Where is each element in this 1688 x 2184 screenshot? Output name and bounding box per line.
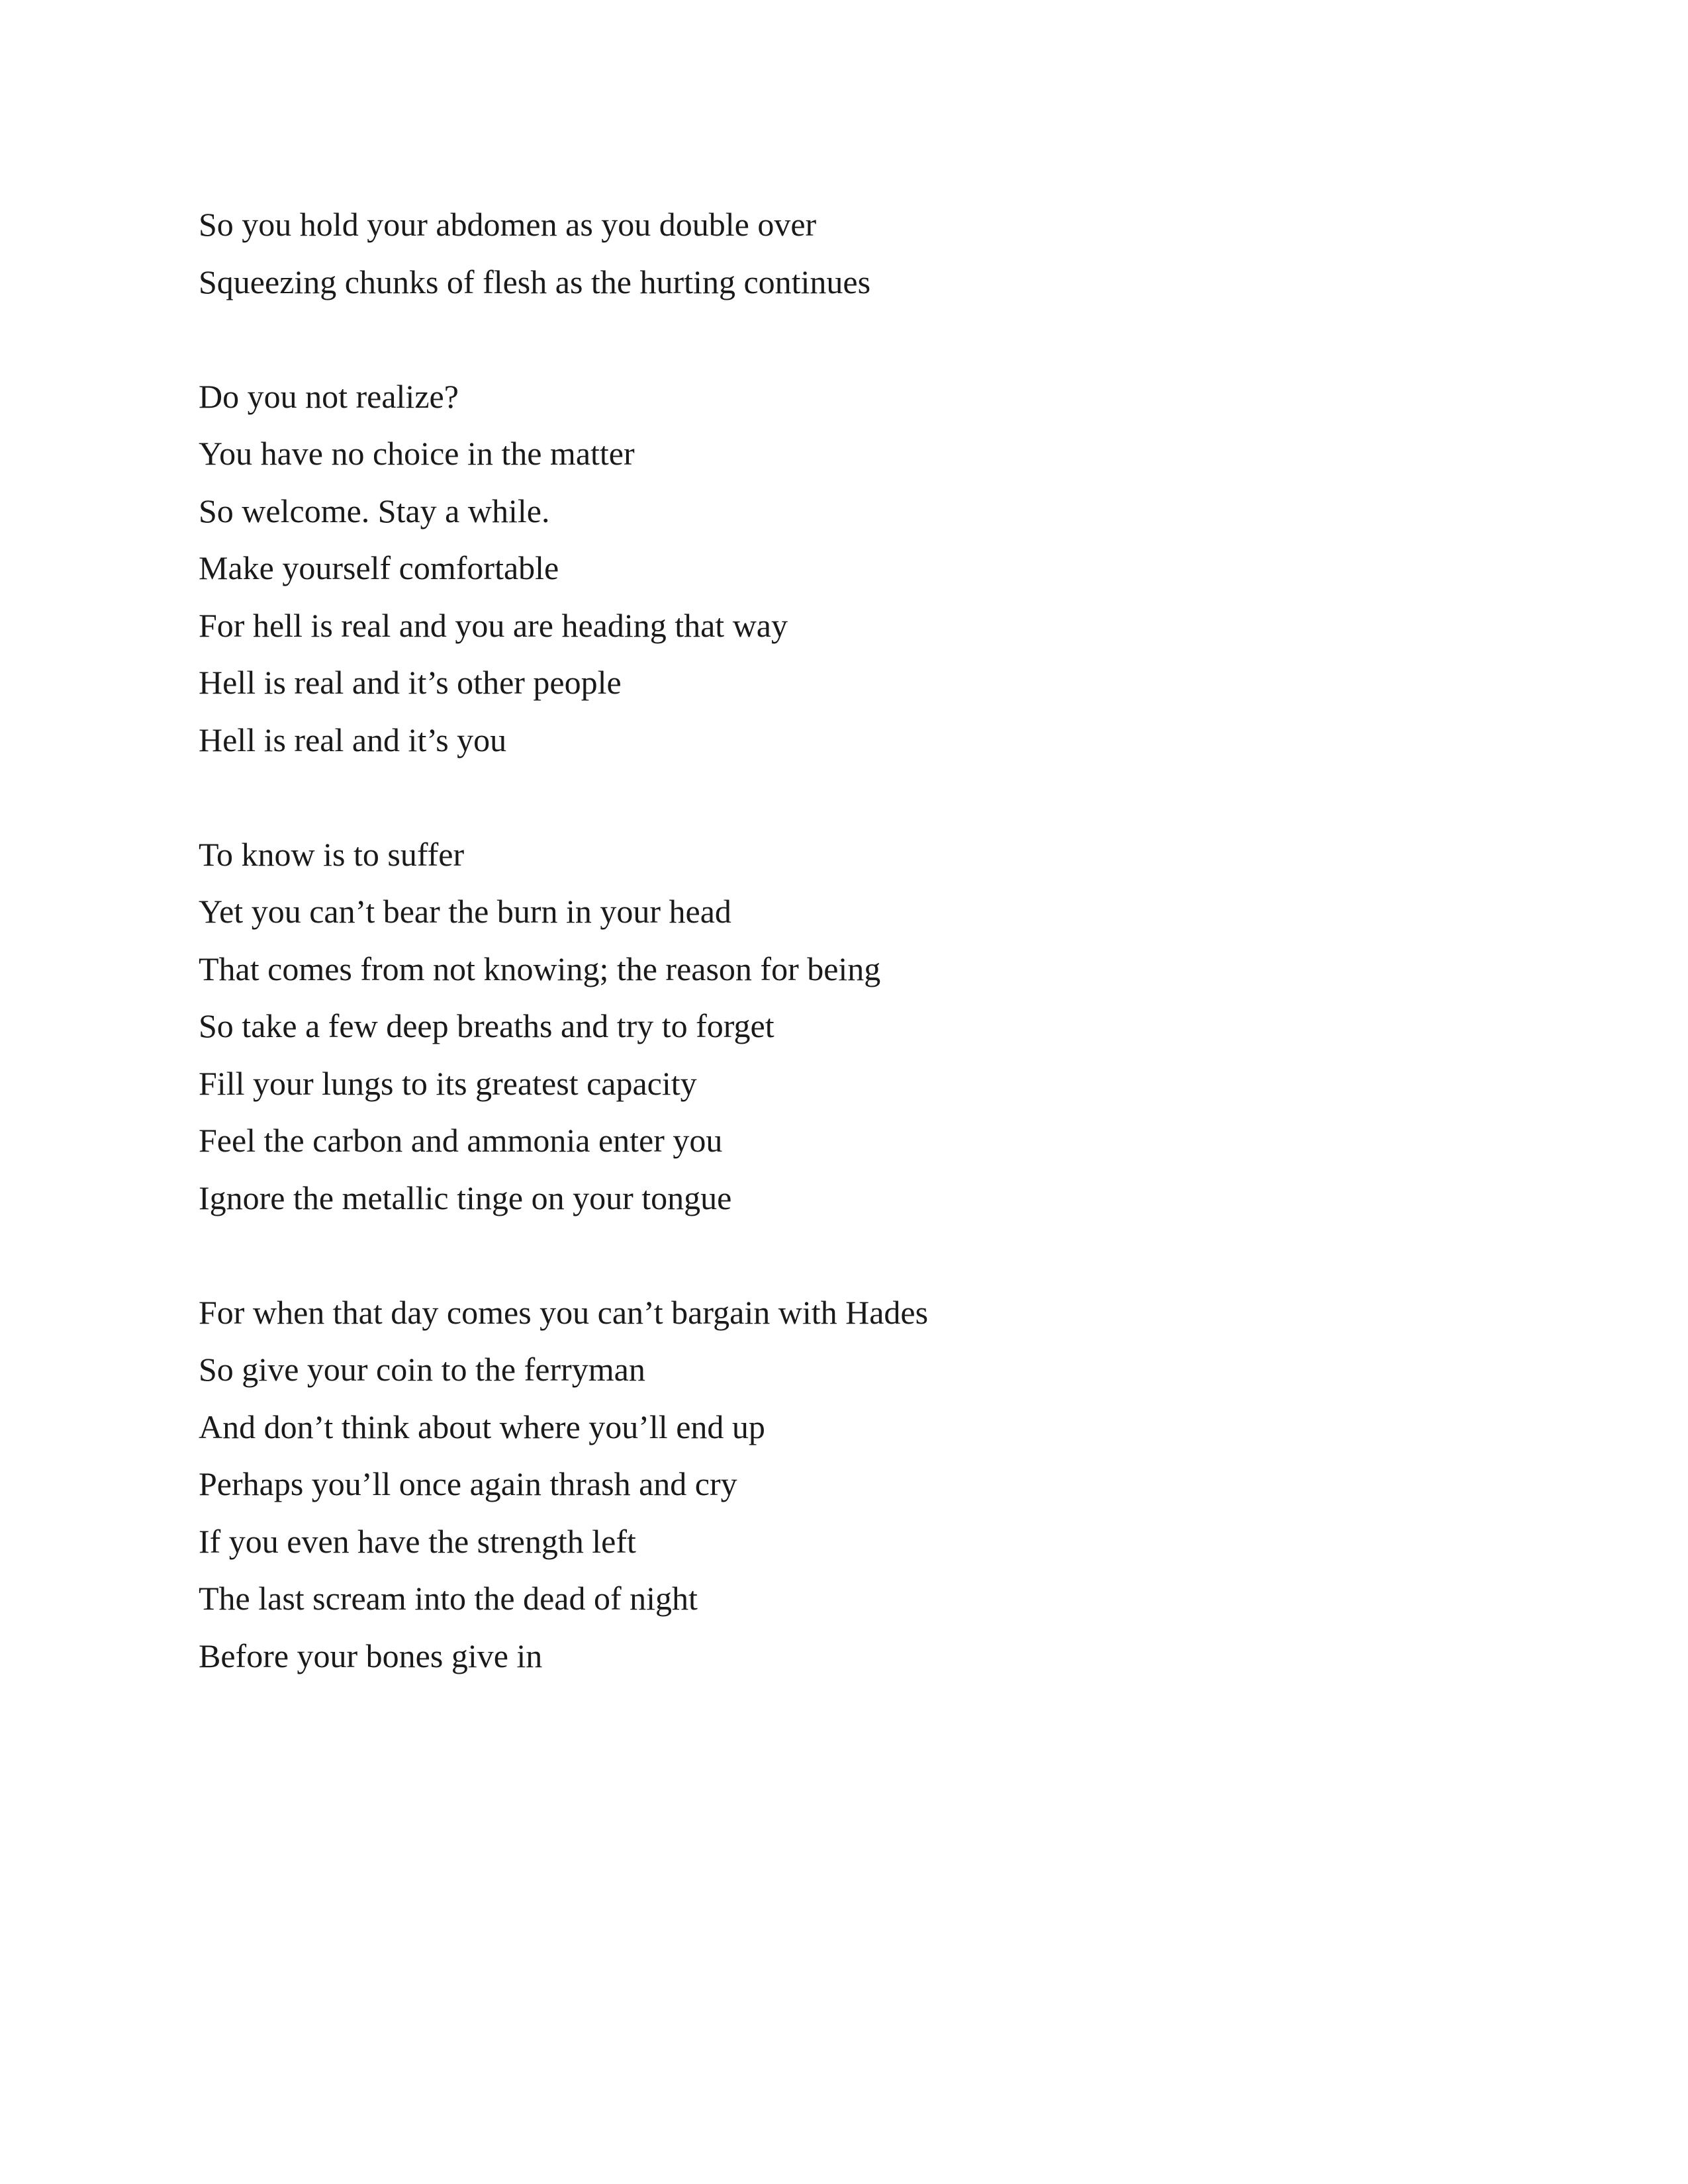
poem-line: Yet you can’t bear the burn in your head — [199, 893, 731, 930]
poem-line: And don’t think about where you’ll end up — [199, 1408, 765, 1445]
poem-line: If you even have the strength left — [199, 1522, 636, 1560]
stanza-3 — [199, 826, 1523, 1227]
poem-line: Hell is real and it’s you — [199, 721, 507, 758]
stanza-2 — [199, 368, 1523, 769]
poem-line: You have no choice in the matter — [199, 435, 635, 472]
poem-line: Fill your lungs to its greatest capacity — [199, 1064, 697, 1102]
poem-line: Feel the carbon and ammonia enter you — [199, 1122, 723, 1159]
poem-line: Make yourself comfortable — [199, 549, 559, 586]
stanza-4 — [199, 1284, 1523, 1685]
stanza-1 — [199, 196, 1523, 310]
poem-line: Squeezing chunks of flesh as the hurting continues — [199, 263, 871, 300]
poem-line: To know is to suffer — [199, 835, 465, 873]
poem-line: That comes from not knowing; the reason for being — [199, 950, 881, 987]
poem-body — [199, 196, 1523, 1684]
poem-line: So you hold your abdomen as you double over — [199, 206, 817, 243]
poem-line: The last scream into the dead of night — [199, 1580, 698, 1617]
poem-line: Hell is real and it’s other people — [199, 664, 622, 701]
poem-line: So give your coin to the ferryman — [199, 1351, 645, 1388]
poem-line: Perhaps you’ll once again thrash and cry — [199, 1465, 737, 1502]
poem-line: Ignore the metallic tinge on your tongue — [199, 1179, 732, 1216]
poem-line: For hell is real and you are heading that way — [199, 606, 788, 644]
poem-line: Do you not realize? — [199, 377, 459, 415]
poem-line: Before your bones give in — [199, 1637, 543, 1674]
poem-line: So welcome. Stay a while. — [199, 492, 550, 529]
poem-line: For when that day comes you can’t bargain with Hades — [199, 1293, 929, 1331]
poem-line: So take a few deep breaths and try to forget — [199, 1007, 774, 1044]
